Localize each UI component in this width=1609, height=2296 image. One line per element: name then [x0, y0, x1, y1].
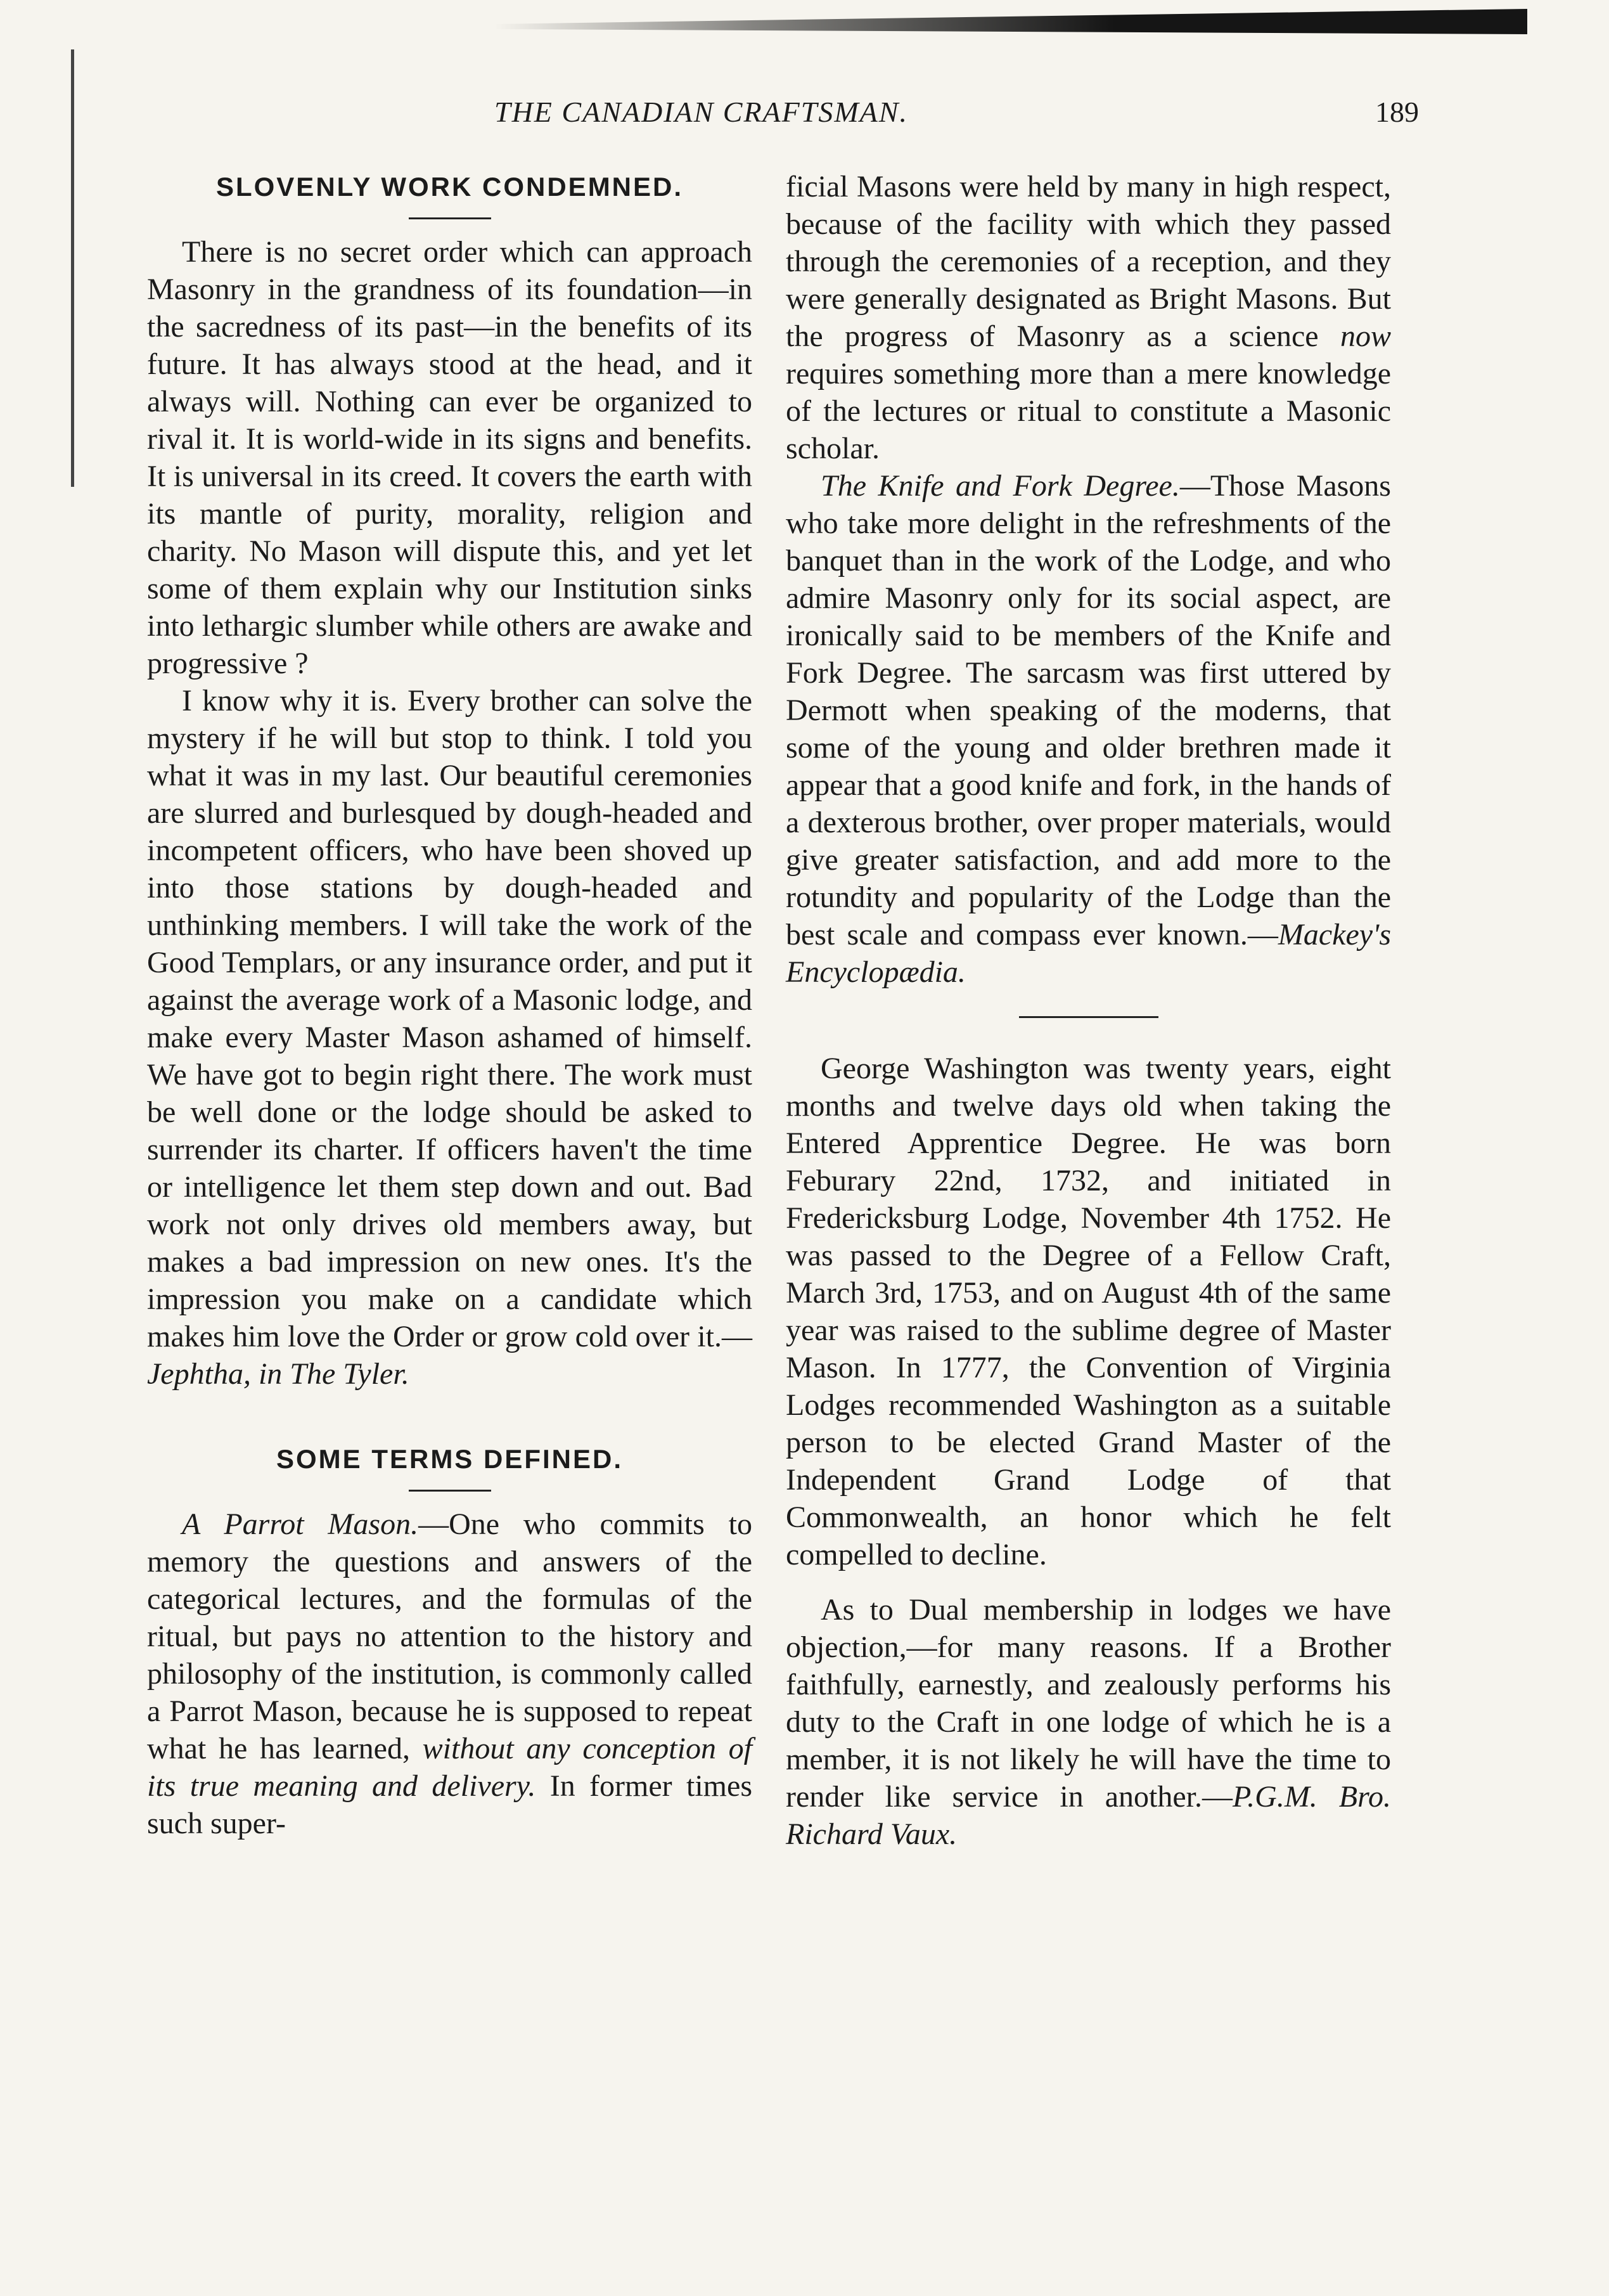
- title-rule: [409, 217, 491, 219]
- section-divider: [1019, 1016, 1158, 1018]
- continued-text-a: ficial Masons were held by many in high respect, because of the facility with which they passed through the ceremonies of a reception, and they were generally designated as Bright Masons. But the progress of Masonry as a science: [786, 170, 1391, 353]
- title-rule: [409, 1490, 491, 1492]
- term-knife-and-fork-source: Mackey's Encyclopædia.: [786, 918, 1391, 989]
- term-knife-and-fork-name: The Knife and Fork Degree.: [821, 469, 1180, 503]
- term-parrot-mason-continued: [786, 168, 1391, 467]
- term-parrot-mason-name: A Parrot Mason.: [182, 1507, 419, 1541]
- paragraph-gap: [786, 1573, 1391, 1591]
- dual-membership-source: P.G.M. Bro. Richard Vaux.: [786, 1780, 1391, 1851]
- article1-paragraph-1: There is no secret order which can approach Masonry in the grandness of its foundation—in the sacredness of its past—in the benefits of its future. It has always stood at the head, and it always will. Nothing can ever be organized to rival it. It is world-wide in its signs and benefits. It is universal in its creed. It covers the earth with its mantle of purity, morality, religion and charity. No Mason will dispute this, and yet let some of them explain why our Institution sinks into lethargic slumber while others are awake and progressive ?: [147, 235, 752, 680]
- scan-edge-bar: [494, 9, 1527, 34]
- term-parrot-mason-text-a: —One who commits to memory the questions and answers of the categorical lectures, and the formulas of the ritual, but pays no attention to the history and philosophy of the institution, is commonly called a Parrot Mason, because he is supposed to repeat what he has learned,: [147, 1507, 752, 1765]
- washington-paragraph: George Washington was twenty years, eight months and twelve days old when taking the Entered Apprentice Degree. He was born Feburary 22nd, 1732, and initiated in Fredericksburg Lodge, November 4th 1752. He was passed to the Degree of a Fellow Craft, March 3rd, 1753, and on August 4th of the same year was raised to the sublime degree of Master Mason. In 1777, the Convention of Virginia Lodges recommended Washington as a suitable person to be elected Grand Master of the Independent Grand Lodge of that Commonwealth, an honor which he felt compelled to decline.: [786, 1052, 1391, 1571]
- section-gap: [147, 1393, 752, 1440]
- scan-margin-line: [71, 49, 74, 487]
- article1-source: Jephtha, in The Tyler.: [147, 1357, 409, 1391]
- term-parrot-mason-text-b: In former times such super-: [147, 1769, 752, 1840]
- page-number: 189: [1375, 96, 1419, 128]
- continued-emphasis: now: [1340, 319, 1391, 353]
- continued-text-b: requires something more than a mere knowledge of the lectures or ritual to constitute a Masonic scholar.: [786, 357, 1391, 465]
- running-head: THE CANADIAN CRAFTSMAN.: [494, 96, 908, 128]
- article1-paragraph-2-text: I know why it is. Every brother can solve the mystery if he will but stop to think. I told you what it was in my last. Our beautiful ceremonies are slurred and burlesqued by dough-headed and incompetent officers, who have been shoved up into those stations by dough-headed and unthinking members. I will take the work of the Good Templars, or any insurance order, and put it against the average work of a Masonic lodge, and make every Master Mason ashamed of himself. We have got to begin right there. The work must be well done or the lodge should be asked to surrender its charter. If officers haven't the time or intelligence let them step down and out. Bad work not only drives old members away, but makes a bad impression on new ones. It's the impression you make on a candidate which makes him love the Order or grow cold over it.—: [147, 684, 752, 1353]
- term-parrot-mason: [147, 1506, 752, 1842]
- article-title-slovenly-work: SLOVENLY WORK CONDEMNED.: [215, 172, 684, 202]
- article1-paragraph-2: [147, 682, 752, 1393]
- left-column: [147, 168, 752, 1842]
- term-parrot-mason-emphasis: without any conception of its true meaning and delivery.: [147, 1732, 752, 1803]
- dual-membership-paragraph: [786, 1591, 1391, 1853]
- dual-membership-text: As to Dual membership in lodges we have objection,—for many reasons. If a Brother faithfully, earnestly, and zealously performs his duty to the Craft in one lodge of which he is a member, it is not likely he will have the time to render like service in another.—: [786, 1593, 1391, 1814]
- right-column: [786, 168, 1391, 1853]
- term-knife-and-fork-text: —Those Masons who take more delight in the refreshments of the banquet than in the work of the Lodge, and who admire Masonry only for its social aspect, are ironically said to be members of the Knife and Fork Degree. The sarcasm was first uttered by Dermott when speaking of the moderns, that some of the young and older brethren made it appear that a good knife and fork, in the hands of a dexterous brother, over proper materials, would give greater satisfaction, and add more to the rotundity and popularity of the Lodge than the best scale and compass ever known.—: [786, 469, 1391, 951]
- term-knife-and-fork: [786, 467, 1391, 991]
- article-title-some-terms-defined: SOME TERMS DEFINED.: [276, 1444, 624, 1474]
